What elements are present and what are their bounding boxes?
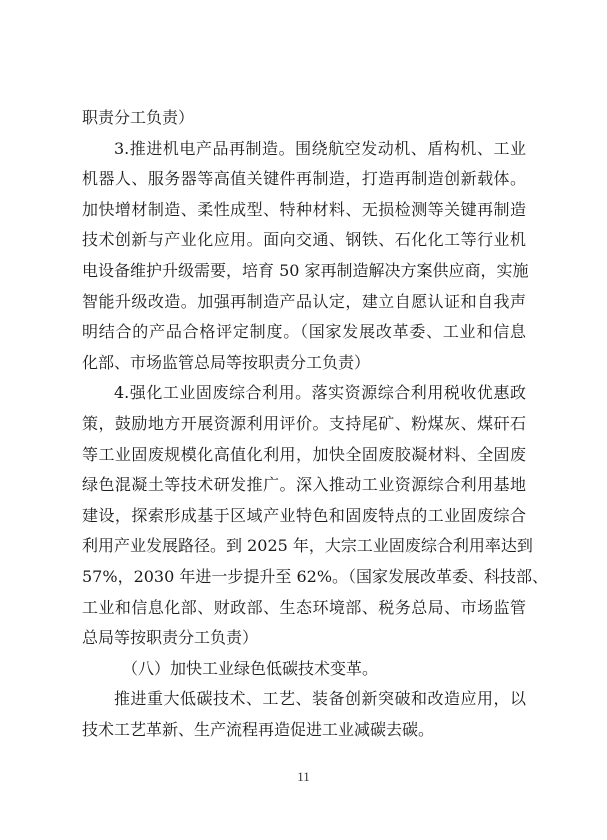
text-line: 利用产业发展路径。到 2025 年，大宗工业固废综合利用率达到 (82, 536, 533, 556)
text-line: 推进重大低碳技术、工艺、装备创新突破和改造应用，以 (114, 689, 526, 709)
text-line: 明结合的产品合格评定制度。（国家发展改革委、工业和信息 (82, 322, 526, 342)
text-line: 机器人、服务器等高值关键件再制造，打造再制造创新载体。 (82, 169, 526, 189)
text-line: 等工业固废规模化高值化利用，加快全固废胶凝材料、全固废 (82, 444, 526, 464)
text-line: 技术创新与产业化应用。面向交通、钢铁、石化化工等行业机 (82, 230, 526, 250)
text-line: 工业和信息化部、财政部、生态环境部、税务总局、市场监管 (82, 597, 526, 617)
text-line: 57%，2030 年进一步提升至 62%。（国家发展改革委、科技部、 (82, 566, 549, 586)
section-heading: （八）加快工业绿色低碳技术变革。 (122, 658, 379, 678)
text-line: 智能升级改造。加强再制造产品认定，建立自愿认证和自我声 (82, 291, 526, 311)
text-line: 策，鼓励地方开展资源利用评价。支持尾矿、粉煤灰、煤矸石 (82, 413, 526, 433)
text-line: 加快增材制造、柔性成型、特种材料、无损检测等关键再制造 (82, 199, 526, 219)
text-line: 4.强化工业固废综合利用。落实资源综合利用税收优惠政 (114, 383, 526, 403)
text-line: 技术工艺革新、生产流程再造促进工业减碳去碳。 (82, 719, 435, 739)
page-number: 11 (297, 769, 310, 784)
text-line: 职责分工负责） (82, 108, 195, 127)
text-line: 建设，探索形成基于区域产业特色和固废特点的工业固废综合 (82, 505, 526, 525)
text-line: 化部、市场监管总局等按职责分工负责） (82, 352, 371, 372)
text-line: 电设备维护升级需要，培育 50 家再制造解决方案供应商，实施 (82, 260, 529, 280)
text-line: 绿色混凝土等技术研发推广。深入推动工业资源综合利用基地 (82, 475, 526, 495)
body-text (82, 103, 549, 745)
text-line: 总局等按职责分工负责） (82, 628, 259, 648)
text-line: 3.推进机电产品再制造。围绕航空发动机、盾构机、工业 (114, 138, 526, 158)
